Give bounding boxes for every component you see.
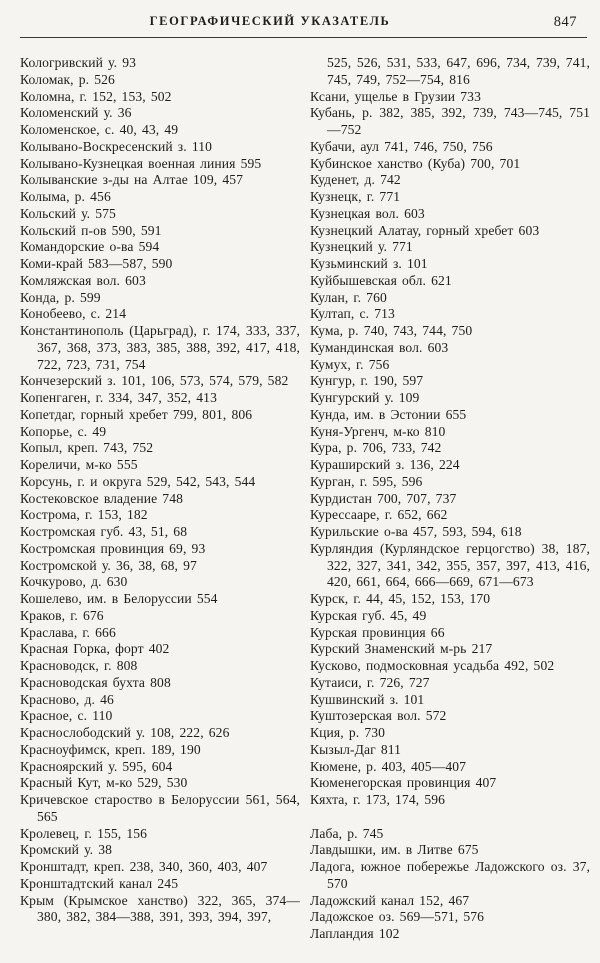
index-entry: Красново, д. 46 bbox=[20, 691, 114, 707]
index-entry: Краснослободский у. 108, 222, 626 bbox=[20, 725, 230, 740]
index-entry: Куденет, д. 742 bbox=[310, 172, 401, 188]
index-entry: Кузнецкий Алатау, горный хребет 603 bbox=[310, 222, 540, 238]
header-rule bbox=[20, 37, 587, 38]
index-entry: Кубинское ханство (Куба) 700, 701 bbox=[310, 155, 521, 171]
index-entry: Кулан, г. 760 bbox=[310, 289, 387, 305]
index-entry: Кушвинский з. 101 bbox=[310, 691, 425, 707]
index-column-right bbox=[310, 55, 590, 943]
index-entry: Корсунь, г. и округа 529, 542, 543, 544 bbox=[20, 473, 256, 489]
index-entry: Красное, с. 110 bbox=[20, 708, 113, 724]
index-entry: Конобеево, с. 214 bbox=[20, 306, 127, 322]
index-entry: Кольский п-ов 590, 591 bbox=[20, 222, 162, 238]
index-entry: Курский Знаменский м-рь 217 bbox=[310, 641, 493, 657]
index-entry: Лаба, р. 745 bbox=[310, 825, 384, 841]
index-entry: Кромский у. 38 bbox=[20, 842, 113, 858]
index-entry: Кузнецкий у. 771 bbox=[310, 239, 413, 255]
index-entry: Колыванские з-ды на Алтае 109, 457 bbox=[20, 172, 244, 188]
index-entry: Краслава, г. 666 bbox=[20, 624, 116, 640]
index-entry: Кяхта, г. 173, 174, 596 bbox=[310, 792, 446, 807]
index-entry: Костромской у. 36, 38, 68, 97 bbox=[20, 557, 197, 573]
index-entry: Краков, г. 676 bbox=[20, 607, 104, 623]
index-entry: Кузнецк, г. 771 bbox=[310, 189, 401, 204]
index-entry: Костромская губ. 43, 51, 68 bbox=[20, 524, 188, 539]
index-entry: Кролевец, г. 155, 156 bbox=[20, 825, 148, 841]
index-entry: Костековское владение 748 bbox=[20, 490, 184, 506]
index-entry-continuation: 525, 526, 531, 533, 647, 696, 734, 739, 741, 745, 749, 752—754, 816 bbox=[327, 55, 590, 87]
index-entry: Командорские о-ва 594 bbox=[20, 239, 160, 255]
index-entry: Кузьминский з. 101 bbox=[310, 256, 428, 271]
page-header-title: ГЕОГРАФИЧЕСКИЙ УКАЗАТЕЛЬ bbox=[149, 14, 391, 28]
index-entry: Кума, р. 740, 743, 744, 750 bbox=[310, 323, 473, 338]
index-entry: Курессааре, г. 652, 662 bbox=[310, 507, 448, 523]
index-entry: Курляндия (Курляндское герцогство) 38, 187, 322, 327, 341, 342, 355, 357, 397, 413, 416, 420, 661, 664, 666—669, 671—673 bbox=[310, 540, 590, 590]
index-entry: Колыма, р. 456 bbox=[20, 189, 111, 204]
index-entry: Курильские о-ва 457, 593, 594, 618 bbox=[310, 524, 522, 539]
index-entry: Кумух, г. 756 bbox=[310, 356, 390, 372]
index-entry: Красная Горка, форт 402 bbox=[20, 641, 170, 657]
index-entry: Колывано-Кузнецкая военная линия 595 bbox=[20, 155, 262, 171]
index-entry: Куйбышевская обл. 621 bbox=[310, 272, 452, 288]
index-entry: Кочкурово, д. 630 bbox=[20, 574, 128, 590]
index-entry: Красноводская бухта 808 bbox=[20, 674, 171, 690]
index-entry: Кусково, подмосковная усадьба 492, 502 bbox=[310, 658, 555, 673]
index-entry: Курская губ. 45, 49 bbox=[310, 607, 427, 623]
index-entry: Кураширский з. 136, 224 bbox=[310, 457, 460, 472]
index-entry: Коломак, р. 526 bbox=[20, 71, 115, 87]
index-entry: Курдистан 700, 707, 737 bbox=[310, 490, 457, 506]
index-entry: Копенгаген, г. 334, 347, 352, 413 bbox=[20, 390, 217, 405]
index-entry: Култап, с. 713 bbox=[310, 306, 395, 322]
index-entry: Курган, г. 595, 596 bbox=[310, 473, 423, 489]
index-entry: Крым (Крымское ханство) 322, 365, 374— 380, 382, 384—388, 391, 393, 394, 397, bbox=[20, 892, 300, 925]
index-entry: Кумандинская вол. 603 bbox=[310, 339, 449, 355]
index-entry: Кронштадтский канал 245 bbox=[20, 875, 179, 891]
index-entry: Кция, р. 730 bbox=[310, 725, 386, 740]
index-entry: Кунгур, г. 190, 597 bbox=[310, 373, 424, 389]
index-entry: Колывано-Воскресенский з. 110 bbox=[20, 138, 213, 154]
index-entry: Кошелево, им. в Белоруссии 554 bbox=[20, 591, 218, 606]
index-column-left bbox=[20, 55, 300, 943]
index-entry: Красный Кут, м-ко 529, 530 bbox=[20, 775, 188, 791]
index-entry: Ладожское оз. 569—571, 576 bbox=[310, 909, 485, 925]
index-entry: Кунгурский у. 109 bbox=[310, 390, 420, 405]
index-entry: Костромская провинция 69, 93 bbox=[20, 540, 206, 556]
index-entry: Кура, р. 706, 733, 742 bbox=[310, 440, 442, 456]
index-entry: Кричевское староство в Белоруссии 561, 564, 565 bbox=[20, 792, 300, 824]
index-entry: Копыл, креп. 743, 752 bbox=[20, 440, 154, 456]
index-entry: Кунда, им. в Эстонии 655 bbox=[310, 406, 467, 422]
index-entry: Кологривский у. 93 bbox=[20, 55, 136, 70]
index-entry: Лапландия 102 bbox=[310, 926, 400, 941]
page-number: 847 bbox=[553, 14, 577, 30]
index-entry: Кореличи, м-ко 555 bbox=[20, 457, 138, 472]
index-entry: Копорье, с. 49 bbox=[20, 423, 107, 439]
index-entry: Кюменегорская провинция 407 bbox=[310, 775, 497, 791]
index-entry: Красноуфимск, креп. 189, 190 bbox=[20, 741, 201, 757]
index-entry: Курск, г. 44, 45, 152, 153, 170 bbox=[310, 591, 491, 606]
index-entry: Кузнецкая вол. 603 bbox=[310, 205, 425, 221]
index-entry: Кубань, р. 382, 385, 392, 739, 743—745, 751—752 bbox=[310, 105, 590, 137]
index-entry: Красноярский у. 595, 604 bbox=[20, 758, 173, 774]
running-head bbox=[0, 14, 600, 36]
index-entry: Кубачи, аул 741, 746, 750, 756 bbox=[310, 138, 493, 154]
index-entry: Ладожский канал 152, 467 bbox=[310, 892, 470, 908]
index-entry: Куня-Ургенч, м-ко 810 bbox=[310, 423, 446, 439]
index-entry: Коломна, г. 152, 153, 502 bbox=[20, 88, 172, 104]
index-entry: Кызыл-Даг 811 bbox=[310, 741, 402, 757]
index-entry: Кольский у. 575 bbox=[20, 205, 116, 221]
index-entry: Кострома, г. 153, 182 bbox=[20, 507, 148, 523]
index-entry: Конда, р. 599 bbox=[20, 289, 101, 305]
index-entry: Кончезерский з. 101, 106, 573, 574, 579, 582 bbox=[20, 373, 289, 389]
index-entry: Ксани, ущелье в Грузии 733 bbox=[310, 88, 481, 104]
index-entry: Константинополь (Царьград), г. 174, 333, 337, 367, 368, 373, 383, 385, 388, 392, 417, 418, 722, 723, 731, 754 bbox=[20, 323, 300, 372]
index-entry: Лавдышки, им. в Литве 675 bbox=[310, 842, 479, 858]
index-columns bbox=[20, 55, 590, 943]
index-entry: Копетдаг, горный хребет 799, 801, 806 bbox=[20, 406, 253, 422]
index-entry: Кронштадт, креп. 238, 340, 360, 403, 407 bbox=[20, 859, 268, 874]
index-entry: Кюмене, р. 403, 405—407 bbox=[310, 758, 467, 774]
index-entry: Коломенское, с. 40, 43, 49 bbox=[20, 122, 179, 137]
index-entry: Курская провинция 66 bbox=[310, 624, 445, 640]
index-entry: Коломенский у. 36 bbox=[20, 105, 132, 121]
index-entry: Ладога, южное побережье Ладожского оз. 37, 570 bbox=[310, 859, 590, 891]
index-entry: Комляжская вол. 603 bbox=[20, 272, 146, 288]
index-entry: Коми-край 583—587, 590 bbox=[20, 256, 173, 271]
index-entry: Красноводск, г. 808 bbox=[20, 658, 138, 673]
index-entry: Кутаиси, г. 726, 727 bbox=[310, 674, 430, 690]
index-entry: Куштозерская вол. 572 bbox=[310, 708, 447, 724]
